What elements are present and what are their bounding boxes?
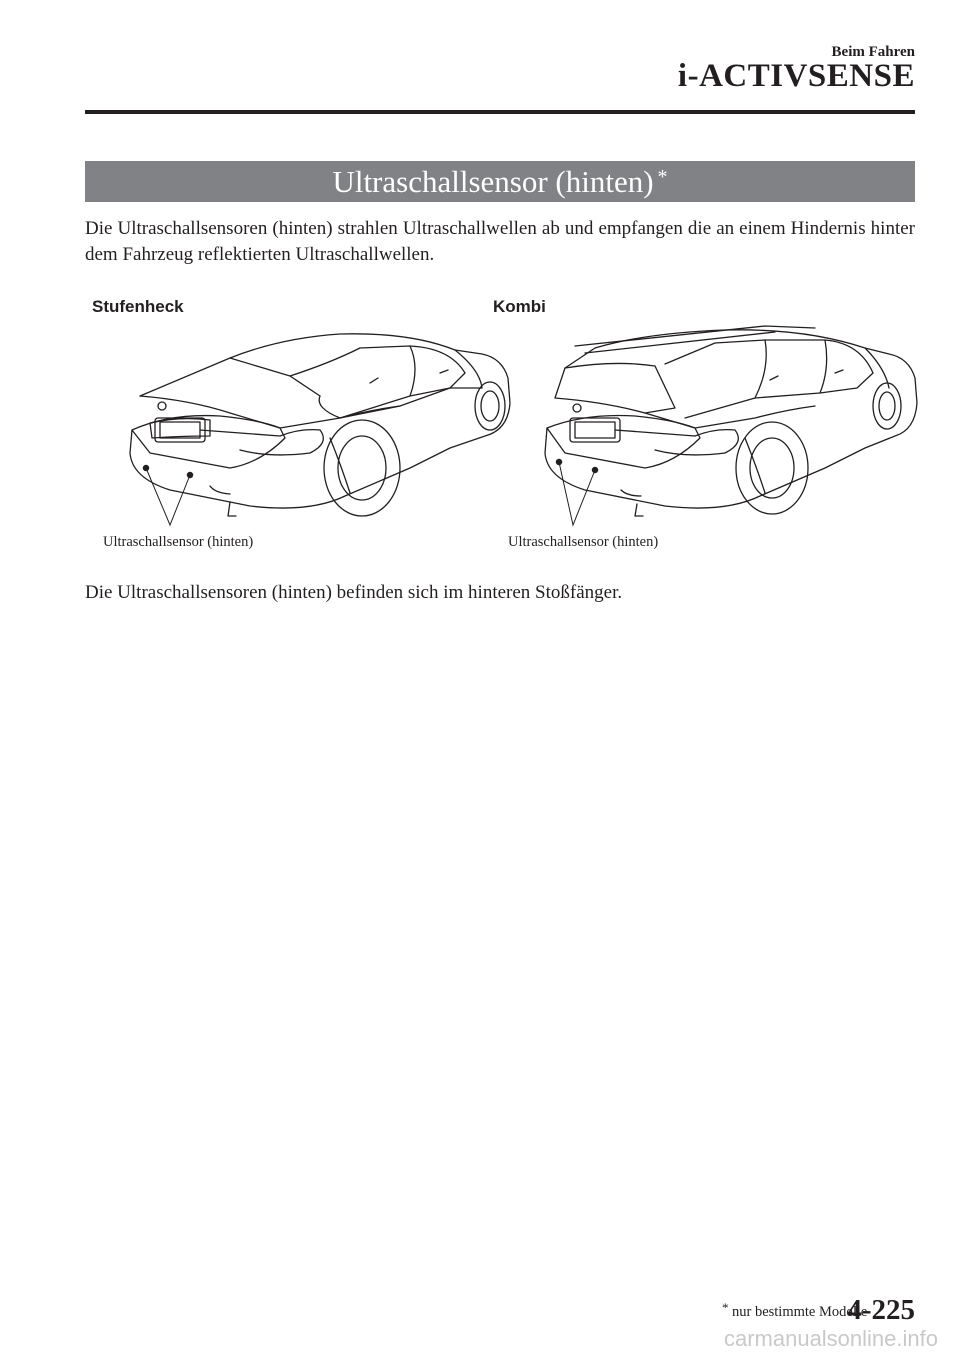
- sedan-sensor-leader-lines: [110, 318, 530, 533]
- figure-label-sedan: Stufenheck: [92, 297, 184, 316]
- section-title-bar: [85, 161, 915, 202]
- footnote-mark: *: [722, 1300, 729, 1315]
- page-number: 4-225: [847, 1294, 915, 1326]
- section-title: Ultraschallsensor (hinten): [332, 164, 654, 199]
- location-paragraph: Die Ultraschallsensoren (hinten) befinden sich im hinteren Stoßfänger.: [85, 582, 623, 603]
- chapter-title: Beim Fahren: [831, 44, 915, 60]
- wagon-sensor-leader-lines: [525, 318, 925, 533]
- section-header-title: i-ACTIVSENSE: [677, 58, 915, 94]
- watermark: carmanualsonline.info: [723, 1326, 938, 1351]
- figure-caption-sedan: Ultraschallsensor (hinten): [103, 534, 254, 550]
- intro-paragraph: Die Ultraschallsensoren (hinten) strahlen Ultraschallwellen ab und empfangen die an einem Hindernis hinter dem Fahrzeug reflektierten Ultraschallwellen.: [85, 218, 915, 265]
- footnote-text: nur bestimmte Modelle: [732, 1304, 868, 1320]
- figure-label-wagon: Kombi: [493, 297, 546, 316]
- header-divider: [85, 110, 915, 114]
- model-availability-mark: *: [657, 166, 668, 188]
- figure-caption-wagon: Ultraschallsensor (hinten): [508, 534, 659, 550]
